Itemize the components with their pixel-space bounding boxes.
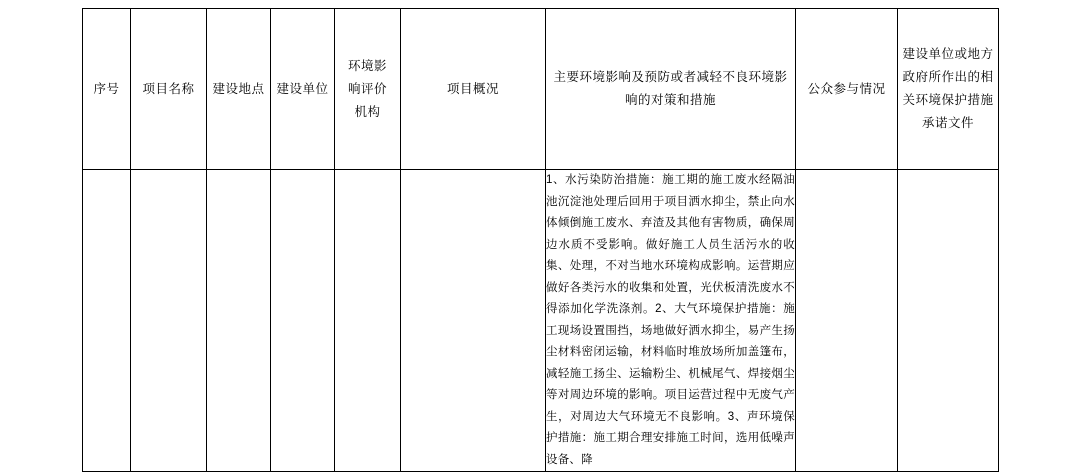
cell-eia-org (335, 170, 401, 472)
column-header-seq (83, 9, 131, 170)
column-header-project-name (131, 9, 207, 170)
header-line: 项目名称 (142, 81, 195, 96)
cell-commitment-doc (898, 170, 999, 472)
cell-project-overview (401, 170, 546, 472)
header-line: 响的对策和措施 (624, 93, 716, 107)
cell-seq (83, 170, 131, 472)
cell-main-measures (546, 170, 796, 472)
cell-construction-unit (271, 170, 335, 472)
header-line: 政府所作出的相 (902, 70, 994, 84)
header-line: 项目概况 (446, 81, 499, 96)
header-line: 建设地点 (212, 81, 265, 96)
header-line: 关环境保护措施 (902, 93, 994, 107)
measures-text: 1、水污染防治措施：施工期的施工废水经隔油池沉淀池处理后回用于项目洒水抑尘，禁止向水体倾倒施工废水、弃渣及其他有害物质，确保周边水质不受影响。做好施工人员生活污水的收集、处理，不对当地水环境构成影响。运营期应做好各类污水的收集和处置，光伏板清洗废水不得添加化学洗涤剂。2、大气环境保护措施：施工现场设置围挡，场地做好洒水抑尘，易产生扬尘材料密闭运输，材料临时堆放场所加盖篷布，减轻施工扬尘、运输粉尘、机械尾气、焊接烟尘等对周边环境的影响。项目运营过程中无废气产生，对周边大气环境无不良影响。3、声环境保护措施：施工期合理安排施工时间，选用低噪声设备、降 (546, 174, 795, 466)
column-header-eia-org (335, 9, 401, 170)
column-header-commitment-doc (898, 9, 999, 170)
header-line: 环境影 (347, 58, 387, 73)
column-header-public-participation (796, 9, 898, 170)
header-line: 机构 (354, 104, 381, 119)
column-header-project-overview (401, 9, 546, 170)
cell-public-participation (796, 170, 898, 472)
cell-project-name (131, 170, 207, 472)
header-line: 响评价 (347, 81, 387, 96)
header-line: 序号 (93, 81, 120, 96)
cell-construction-site (207, 170, 271, 472)
header-line: 主要环境影响及预防或者减轻不良环境影 (553, 70, 788, 84)
header-line: 公众参与情况 (807, 81, 886, 96)
eia-public-notice-table (82, 8, 998, 472)
table (82, 8, 999, 472)
column-header-main-measures (546, 9, 796, 170)
column-header-construction-site (207, 9, 271, 170)
header-line: 承诺文件 (921, 116, 974, 130)
header-line: 建设单位或地方 (902, 47, 994, 61)
table-header-row (83, 9, 999, 170)
header-line: 建设单位 (276, 81, 329, 96)
table-row (83, 170, 999, 472)
column-header-construction-unit (271, 9, 335, 170)
